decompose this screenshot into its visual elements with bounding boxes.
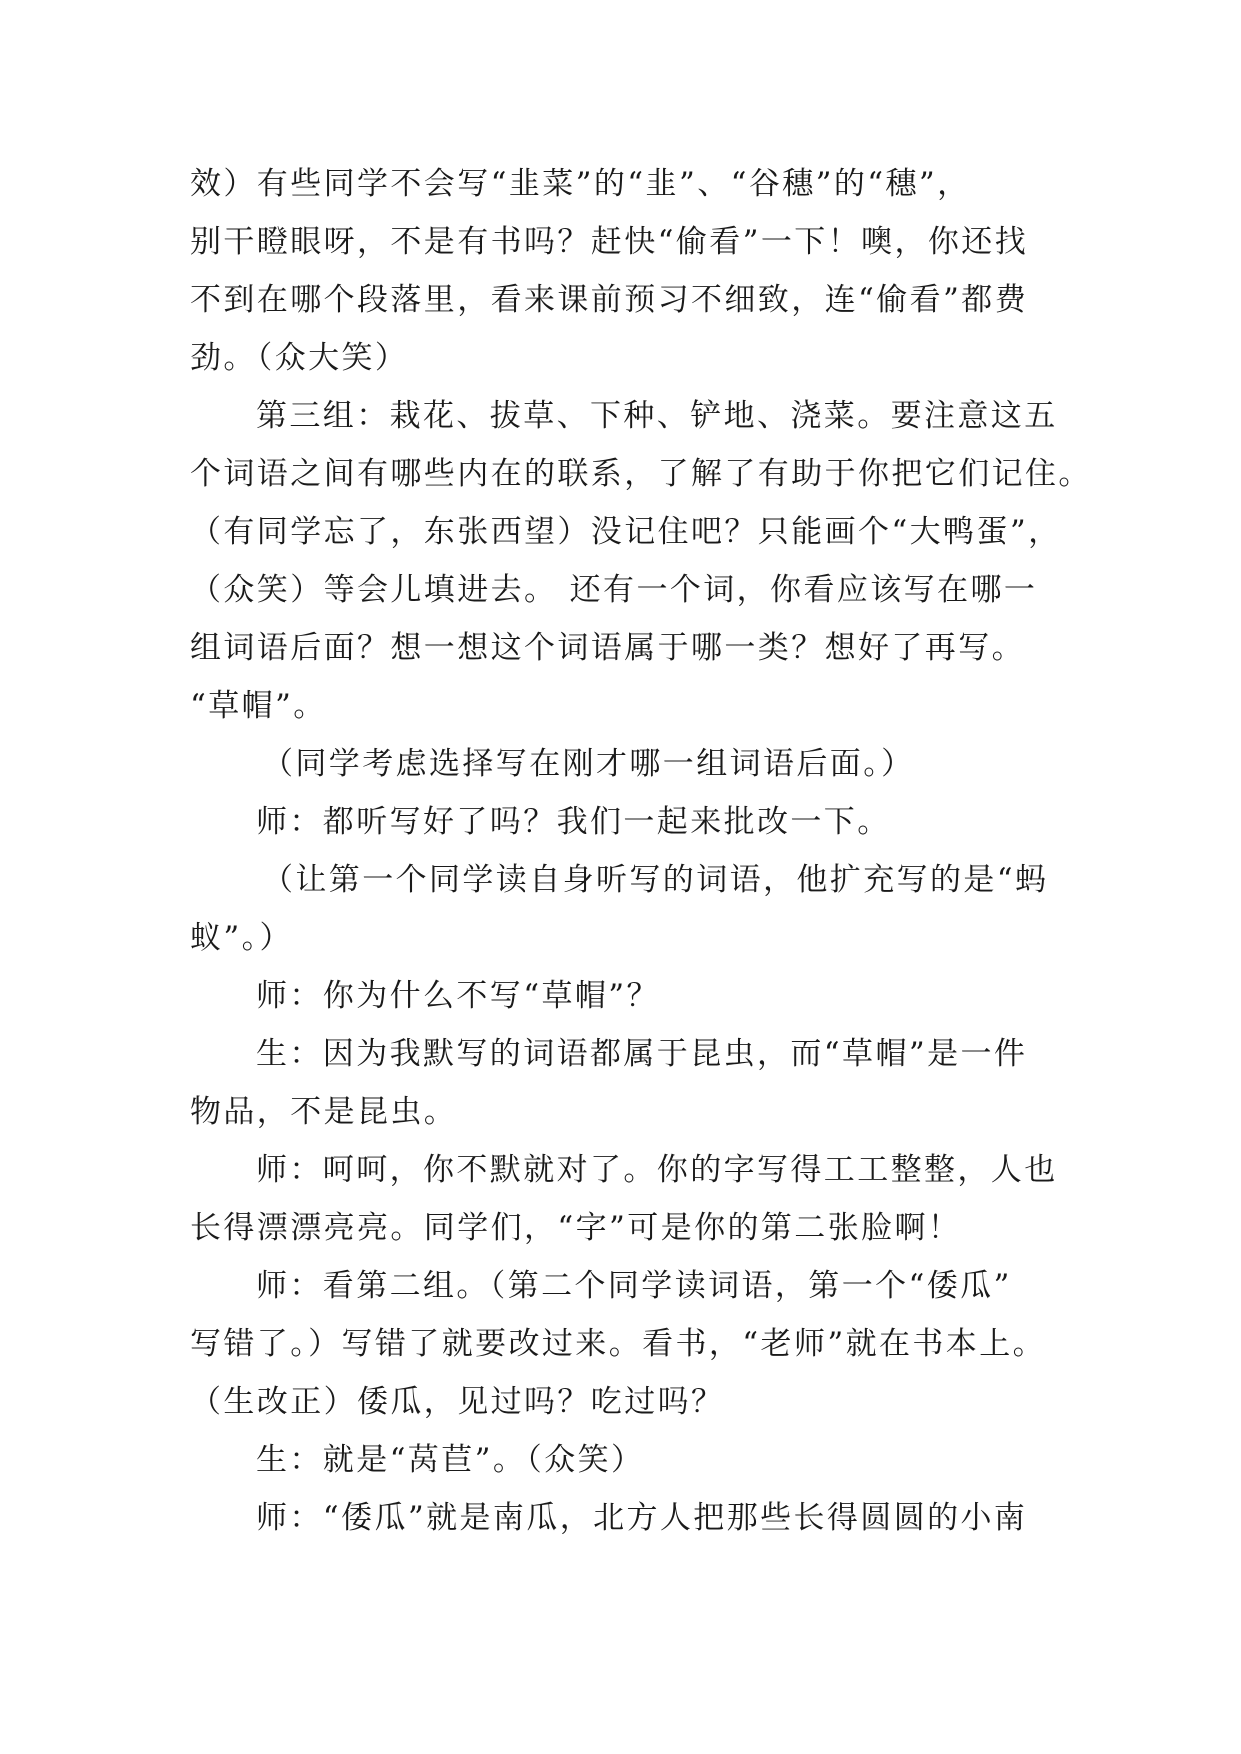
text-line-16: 生：因为我默写的词语都属于昆虫，而“草帽”是一件 [256, 1036, 1028, 1072]
text-line-17: 物品，不是昆虫。 [190, 1094, 458, 1130]
text-line-4: 劲。（众大笑） [190, 340, 409, 376]
text-line-13: （让第一个同学读自身听写的词语，他扩充写的是“蚂 [262, 862, 1049, 898]
text-line-6: 个词语之间有哪些内在的联系，了解了有助于你把它们记住。 [190, 456, 1092, 492]
text-line-9: 组词语后面？想一想这个词语属于哪一类？想好了再写。 [190, 630, 1025, 666]
text-line-19: 长得漂漂亮亮。同学们，“字”可是你的第二张脸啊！ [190, 1210, 962, 1246]
text-line-8: （众笑）等会儿填进去。 还有一个词，你看应该写在哪一 [190, 572, 1038, 608]
text-line-24: 师：“倭瓜”就是南瓜，北方人把那些长得圆圆的小南 [256, 1500, 1028, 1536]
text-line-1: 效）有些同学不会写“韭菜”的“韭”、“谷穗”的“穗”， [190, 166, 971, 202]
text-line-12: 师：都听写好了吗？我们一起来批改一下。 [256, 804, 891, 840]
text-line-23: 生：就是“莴苣”。（众笑） [256, 1442, 645, 1478]
text-line-21: 写错了。）写错了就要改过来。看书，“老师”就在书本上。 [190, 1326, 1046, 1362]
text-line-18: 师：呵呵，你不默就对了。你的字写得工工整整，人也 [256, 1152, 1058, 1188]
text-line-2: 别干瞪眼呀，不是有书吗？赶快“偷看”一下！噢，你还找 [190, 224, 1029, 260]
text-line-11: （同学考虑选择写在刚才哪一组词语后面。） [262, 746, 915, 782]
text-line-22: （生改正）倭瓜，见过吗？吃过吗？ [190, 1384, 725, 1420]
text-line-3: 不到在哪个段落里，看来课前预习不细致，连“偷看”都费 [190, 282, 1029, 318]
text-line-5: 第三组：栽花、拔草、下种、铲地、浇菜。要注意这五 [256, 398, 1058, 434]
text-line-20: 师：看第二组。（第二个同学读词语，第一个“倭瓜” [256, 1268, 1012, 1304]
text-line-15: 师：你为什么不写“草帽”？ [256, 978, 660, 1014]
text-line-7: （有同学忘了，东张西望）没记住吧？只能画个“大鸭蛋”， [190, 514, 1062, 550]
text-line-14: 蚁”。） [190, 920, 293, 956]
text-line-10: “草帽”。 [190, 688, 327, 724]
